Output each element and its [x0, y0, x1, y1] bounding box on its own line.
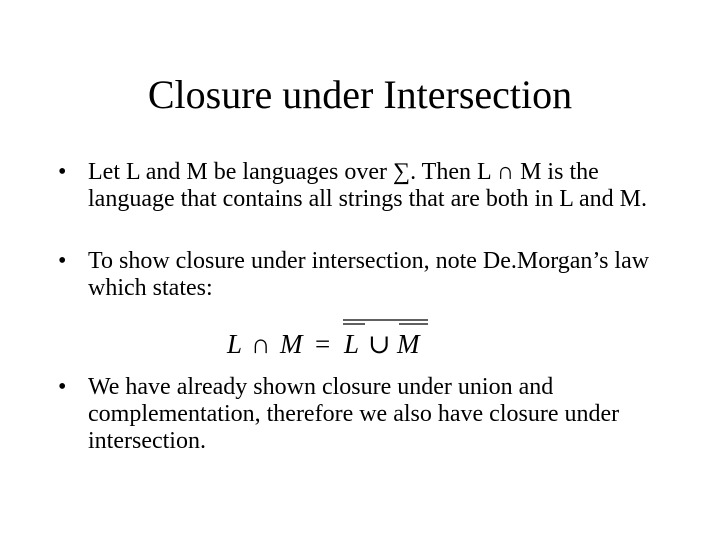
formula-l-complement: L	[344, 329, 360, 359]
bullet-item	[58, 374, 678, 455]
formula-graphic	[225, 314, 445, 360]
bullet-text: To show closure under intersection, note De.Morgan’s law which states:	[88, 248, 650, 301]
formula-l: L	[227, 329, 243, 359]
intersection-symbol: ∩	[251, 329, 271, 359]
bullet-text: We have already shown closure under union and complementation, therefore we also have closure under intersection.	[88, 374, 620, 454]
bullet-item	[58, 159, 678, 213]
slide-title: Closure under Intersection	[147, 72, 573, 117]
equals-sign: =	[315, 329, 331, 359]
bullet-marker: •	[58, 159, 67, 185]
bullet-item	[58, 248, 678, 302]
bullet-text: Let L and M be languages over ∑. Then L ∩ M is the language that contains all strings that are both in L and M.	[88, 159, 647, 212]
demorgan-formula	[225, 314, 445, 360]
bullet-marker: •	[58, 248, 67, 274]
bullet-marker: •	[58, 374, 67, 400]
formula-m-complement: M	[397, 329, 420, 359]
union-symbol: ∪	[368, 329, 391, 359]
formula-m: M	[280, 329, 303, 359]
